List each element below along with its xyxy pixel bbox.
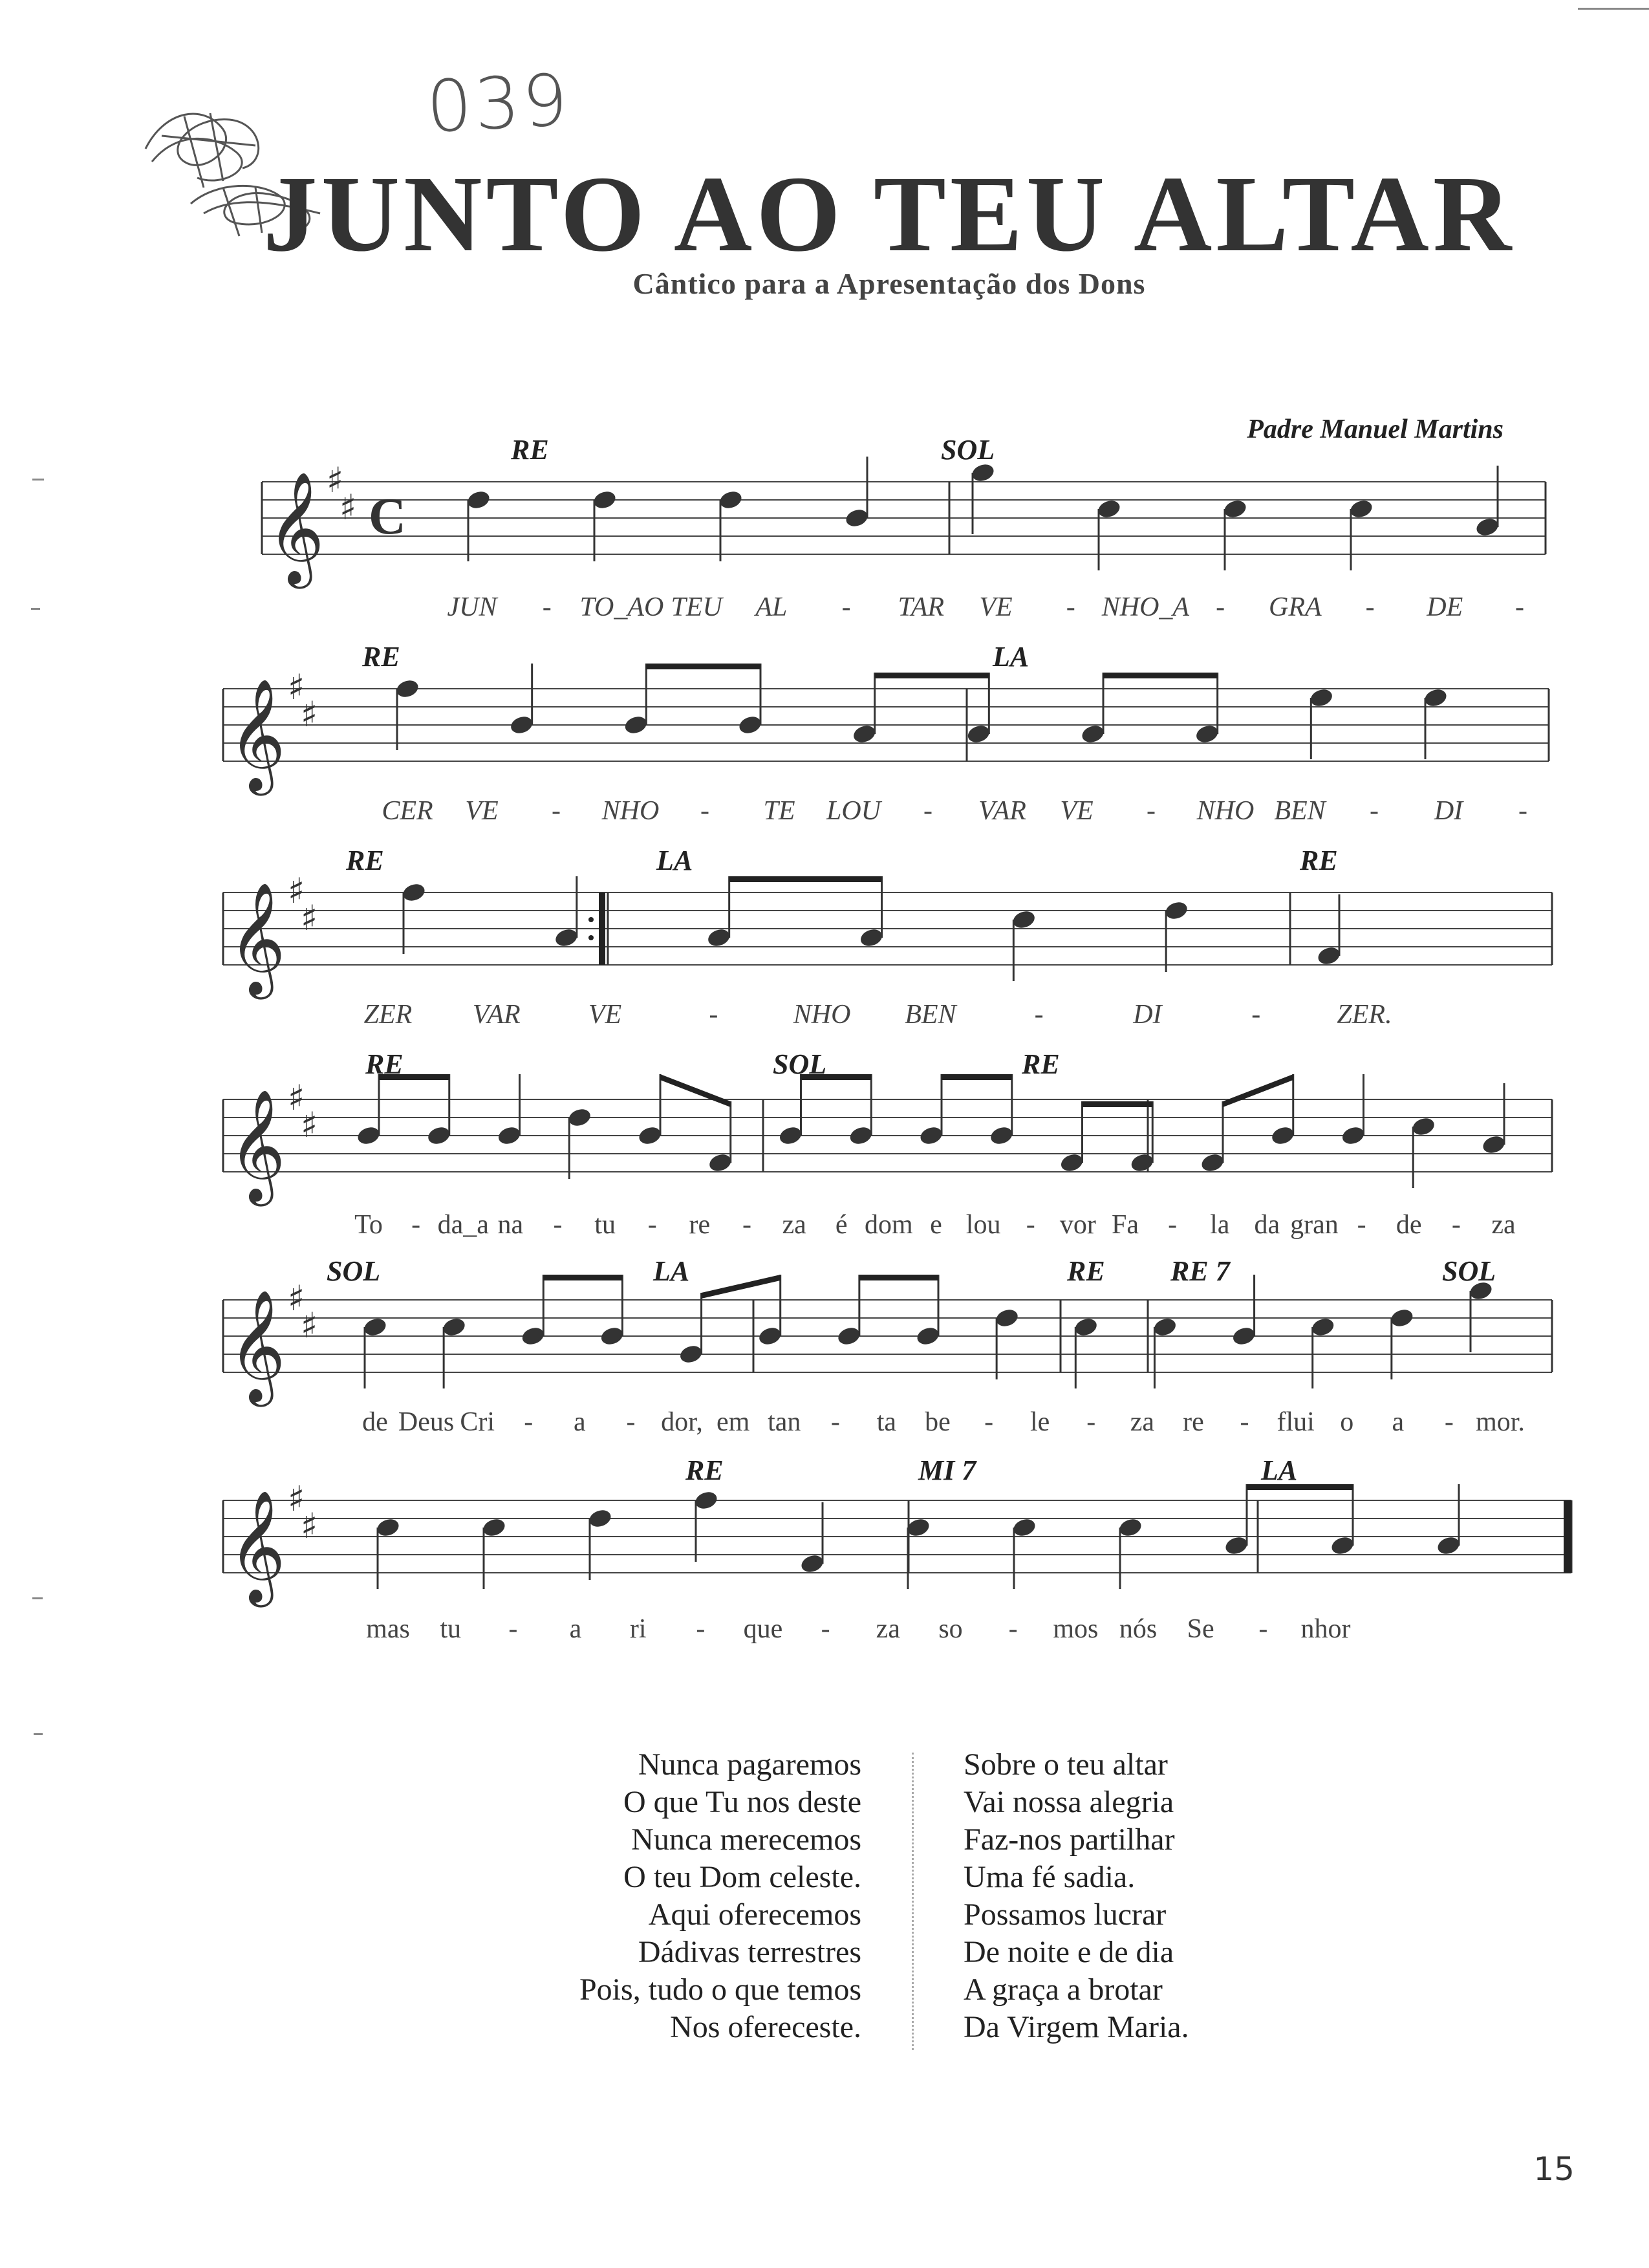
verse-right-column (964, 1746, 1189, 2046)
lyric-syllable: - (1008, 1614, 1018, 1644)
lyric-syllable: nhor (1300, 1614, 1351, 1644)
edge-mark (32, 1597, 43, 1599)
lyric-syllable: em (716, 1407, 750, 1437)
lyric-syllable: - (742, 1210, 751, 1240)
chord-name: LA (1261, 1454, 1298, 1486)
lyric-syllable: - (984, 1407, 994, 1437)
lyric-syllable: JUN (447, 592, 497, 622)
chord-name: SOL (773, 1048, 827, 1080)
lyric-syllable: TAR (898, 592, 945, 622)
lyric-syllable: VE (1060, 796, 1094, 826)
lyric-syllable: - (553, 1210, 563, 1240)
treble-clef: 𝄞 (228, 1089, 286, 1202)
page-number: 15 (1533, 2150, 1575, 2188)
lyric-syllable: - (1251, 1000, 1261, 1030)
lyric-syllable: nós (1119, 1614, 1158, 1644)
chord-name: RE (1067, 1255, 1105, 1287)
lyric-syllable: za (1130, 1407, 1155, 1437)
treble-clef: 𝄞 (267, 471, 325, 584)
lyric-syllable: - (411, 1210, 421, 1240)
chord-name: SOL (941, 434, 995, 466)
lyric-syllable: - (552, 796, 561, 826)
lyric-syllable: a (569, 1614, 582, 1644)
lyric-syllable: lou (965, 1210, 1001, 1240)
lyric-syllable: so (938, 1614, 963, 1644)
lyric-syllable: be (925, 1407, 951, 1437)
verse-divider (912, 1753, 914, 2050)
chord-name: RE (685, 1454, 724, 1486)
sharp-f: ♯ (288, 1278, 305, 1319)
verse-line: Dádivas terrestres (638, 1935, 861, 1969)
sharp-c: ♯ (301, 898, 318, 938)
lyric-syllable: é (835, 1210, 848, 1240)
sharp-f: ♯ (327, 460, 344, 501)
lyric-syllable: mos (1053, 1614, 1099, 1644)
lyric-syllable: de (362, 1407, 388, 1437)
lyric-syllable: BEN (1274, 796, 1326, 826)
lyric-syllable: za (876, 1614, 900, 1644)
lyric-syllable: mas (366, 1614, 410, 1644)
lyric-syllable: le (1030, 1407, 1050, 1437)
chord-name: RE 7 (1170, 1255, 1230, 1287)
sharp-c: ♯ (301, 694, 318, 735)
lyric-syllable: DE (1427, 592, 1463, 622)
lyric-syllable: TE (763, 796, 795, 826)
sharp-f: ♯ (288, 1478, 305, 1519)
chord-name: RE (1022, 1048, 1060, 1080)
lyric-syllable: - (1168, 1210, 1178, 1240)
lyric-syllable: ri (629, 1614, 647, 1644)
lyric-syllable: re (689, 1210, 711, 1240)
chord-name: LA (656, 845, 693, 876)
lyric-syllable: - (1365, 592, 1375, 622)
lyric-syllable: ZER (363, 1000, 413, 1030)
verse-line: O teu Dom celeste. (623, 1860, 861, 1894)
edge-mark (32, 479, 44, 481)
lyric-syllable: TEU (671, 592, 722, 622)
lyric-syllable: dom (865, 1210, 913, 1240)
verse-line: Uma fé sadia. (964, 1860, 1136, 1894)
chord-name: RE (365, 1048, 404, 1080)
lyric-syllable: - (1444, 1407, 1454, 1437)
lyric-syllable: gran (1290, 1210, 1339, 1240)
lyric-syllable: ZER. (1337, 1000, 1392, 1030)
verse-line: Da Virgem Maria. (964, 2010, 1189, 2044)
lyric-syllable: NHO_A (1101, 592, 1190, 622)
treble-clef: 𝄞 (228, 1490, 286, 1603)
lyric-syllable: mor. (1476, 1407, 1525, 1437)
chord-name: LA (993, 641, 1029, 673)
verse-line: Nunca pagaremos (638, 1747, 861, 1782)
lyric-syllable: e (930, 1210, 942, 1240)
chord-name: SOL (327, 1255, 381, 1287)
lyric-syllable: DI (1133, 1000, 1162, 1030)
time-signature: C (369, 488, 406, 545)
lyric-syllable: CER (382, 796, 433, 826)
lyric-syllable: VAR (472, 1000, 521, 1030)
lyric-syllable: - (1240, 1407, 1249, 1437)
lyric-syllable: LOU (826, 796, 881, 826)
lyric-syllable: tan (768, 1407, 801, 1437)
verse-line: Vai nossa alegria (964, 1785, 1174, 1819)
lyric-syllable: que (743, 1614, 783, 1644)
lyric-syllable: de (1396, 1210, 1422, 1240)
verse-line: De noite e de dia (964, 1935, 1174, 1969)
lyric-syllable: NHO (793, 1000, 851, 1030)
lyric-syllable: - (821, 1614, 830, 1644)
lyric-syllable: ta (876, 1407, 897, 1437)
verse-line: Nos ofereceste. (670, 2010, 861, 2044)
lyric-syllable: - (1258, 1614, 1268, 1644)
lyric-syllable: - (1451, 1210, 1461, 1240)
edge-mark (31, 608, 40, 610)
song-subtitle: Cântico para a Apresentação dos Dons (632, 267, 1146, 300)
verse-line: Sobre o teu altar (964, 1747, 1168, 1782)
lyric-syllable: VAR (978, 796, 1026, 826)
edge-mark (34, 1733, 43, 1735)
handwritten-number: 039 (424, 58, 572, 149)
sharp-c: ♯ (301, 1506, 318, 1546)
lyric-syllable: - (1357, 1210, 1366, 1240)
lyric-syllable: BEN (905, 1000, 956, 1030)
lyric-syllable: - (1086, 1407, 1096, 1437)
verse-line: A graça a brotar (964, 1972, 1163, 2007)
lyric-syllable: To (354, 1210, 383, 1240)
lyric-syllable: - (1026, 1210, 1035, 1240)
lyric-syllable: - (1147, 796, 1156, 826)
lyric-syllable: za (782, 1210, 806, 1240)
treble-clef: 𝄞 (228, 882, 286, 995)
song-title: JUNTO AO TEU ALTAR (263, 154, 1516, 274)
lyric-syllable: da (1254, 1210, 1280, 1240)
lyric-syllable: GRA (1269, 592, 1322, 622)
lyric-syllable: - (841, 592, 851, 622)
verse-line: Pois, tudo o que temos (579, 1972, 861, 2007)
lyric-syllable: da_a (437, 1210, 489, 1240)
lyric-syllable: VE (465, 796, 499, 826)
lyric-syllable: AL (755, 592, 788, 622)
lyric-syllable: - (1518, 796, 1527, 826)
chord-name: RE (346, 845, 384, 876)
lyric-syllable: - (1034, 1000, 1044, 1030)
verse-line: Faz-nos partilhar (964, 1822, 1175, 1857)
chord-name: LA (653, 1255, 690, 1287)
lyric-syllable: Cri (460, 1407, 495, 1437)
edge-mark (1578, 8, 1649, 10)
lyric-syllable: - (647, 1210, 657, 1240)
lyric-syllable: NHO (601, 796, 660, 826)
sharp-c: ♯ (301, 1105, 318, 1145)
chord-name: RE (1300, 845, 1338, 876)
treble-clef: 𝄞 (228, 678, 286, 791)
lyric-syllable: - (696, 1614, 706, 1644)
lyric-syllable: re (1183, 1407, 1204, 1437)
sharp-f: ♯ (288, 667, 305, 707)
treble-clef: 𝄞 (228, 1290, 286, 1402)
lyric-syllable: VE (979, 592, 1013, 622)
lyric-syllable: la (1210, 1210, 1230, 1240)
composer-credit: Padre Manuel Martins (1247, 415, 1503, 444)
lyric-syllable: dor, (661, 1407, 703, 1437)
verse-left-column (579, 1746, 861, 2046)
lyric-syllable: tu (440, 1614, 461, 1644)
lyric-syllable: - (1370, 796, 1379, 826)
lyric-syllable: o (1340, 1407, 1354, 1437)
lyric-syllable: VE (588, 1000, 622, 1030)
lyric-syllable: - (1066, 592, 1075, 622)
verse-line: Nunca merecemos (631, 1822, 861, 1857)
lyric-syllable: - (626, 1407, 636, 1437)
lyric-syllable: - (508, 1614, 518, 1644)
lyric-syllable: na (497, 1210, 524, 1240)
lyric-syllable: - (709, 1000, 718, 1030)
lyric-syllable: Deus (398, 1407, 455, 1437)
chord-name: MI 7 (918, 1454, 976, 1486)
lyric-syllable: tu (594, 1210, 616, 1240)
sharp-f: ♯ (288, 1077, 305, 1118)
chord-name: SOL (1442, 1255, 1496, 1287)
verse-line: Aqui oferecemos (648, 1897, 861, 1932)
lyric-syllable: TO_AO (579, 592, 664, 622)
lyric-syllable: - (542, 592, 552, 622)
verse-line: O que Tu nos deste (623, 1785, 861, 1819)
chord-name: RE (362, 641, 400, 673)
verse-line: Possamos lucrar (964, 1897, 1167, 1932)
lyric-syllable: - (830, 1407, 840, 1437)
lyric-syllable: za (1491, 1210, 1516, 1240)
sharp-c: ♯ (339, 487, 357, 528)
lyric-syllable: NHO (1196, 796, 1255, 826)
lyric-syllable: - (1216, 592, 1225, 622)
lyric-syllable: flui (1277, 1407, 1315, 1437)
sharp-c: ♯ (301, 1305, 318, 1346)
lyric-syllable: Fa (1112, 1210, 1139, 1240)
lyric-syllable: - (524, 1407, 534, 1437)
lyric-syllable: Se (1187, 1614, 1214, 1644)
chord-name: RE (511, 434, 549, 466)
lyric-syllable: a (574, 1407, 586, 1437)
lyric-syllable: - (923, 796, 932, 826)
lyric-syllable: a (1392, 1407, 1405, 1437)
lyric-syllable: - (700, 796, 709, 826)
lyric-syllable: - (1515, 592, 1524, 622)
lyric-syllable: vor (1059, 1210, 1096, 1240)
sharp-f: ♯ (288, 870, 305, 911)
lyric-syllable: DI (1434, 796, 1463, 826)
